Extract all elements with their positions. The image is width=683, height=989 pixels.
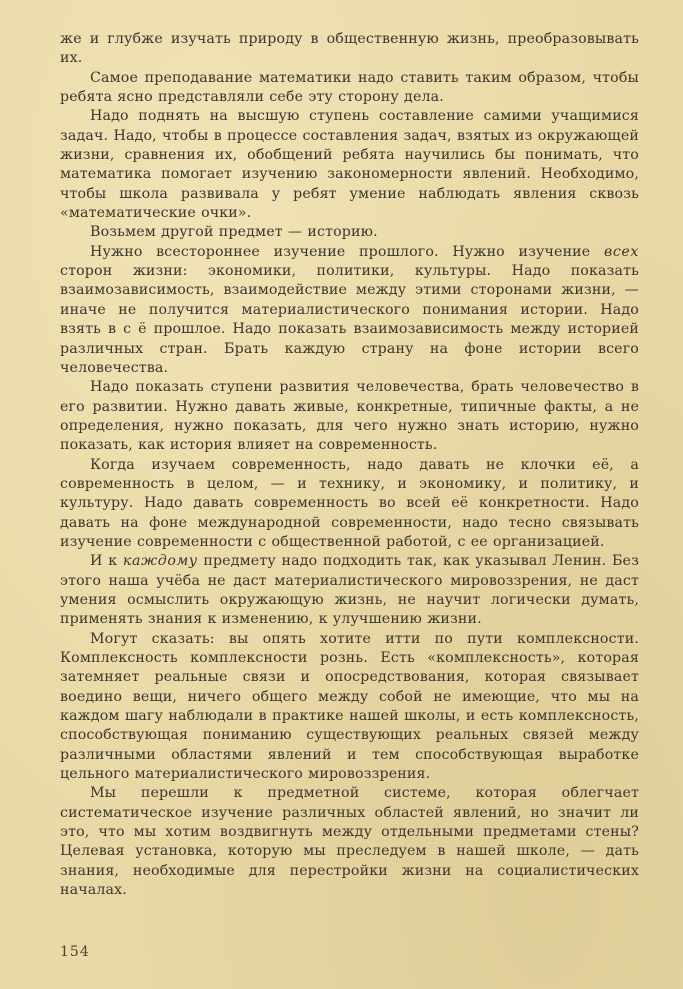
paragraph-8 <box>60 552 639 629</box>
paragraph-8-end: предмету надо подходить так, как указывал Ленин. Без этого наша учёба не даст материалистического мировоззрения, не даст умения осмыслить окружающую жизнь, не научит логически думать, применять знания к изменению, к улучшению жизни. <box>60 553 639 628</box>
paragraph-1: же и глубже изучать природу в общественную жизнь, преобразовывать их. <box>60 31 639 67</box>
paragraph-10: Мы перешли к предметной системе, которая облегчает систематическое изучение различных областей явлений, но значит ли это, что мы хотим воздвигнуть между отдельными предметами стены? Целевая установка, которую мы преследуем в нашей школе, — дать знания, необходимые для перестройки жизни на социалистических началах. <box>60 785 639 899</box>
paragraph-3: Надо поднять на высшую ступень составление самими учащимися задач. Надо, чтобы в процессе составления задач, взятых из окружающей жизни, сравнения их, обобщений ребята научились бы понимать, что математика помогает изучению закономерности явлений. Необходимо, чтобы школа развивала у ребят умение наблюдать явления сквозь «математические очки». <box>60 108 639 222</box>
paragraph-5-emphasis: всех <box>603 243 639 260</box>
paragraph-8-emphasis: каждому <box>122 553 198 570</box>
paragraph-2: Самое преподавание математики надо ставить таким образом, чтобы ребята ясно представляли себе эту сторону дела. <box>60 69 639 106</box>
text-block <box>60 30 639 900</box>
paragraph-5-start: Нужно всестороннее изучение прошлого. Нужно изучение <box>90 243 604 260</box>
paragraph-4: Возьмем другой предмет — историю. <box>90 224 378 241</box>
paragraph-7: Когда изучаем современность, надо давать не клочки её, а современность в целом, — и технику, и экономику, и политику, и культуру. Надо давать современность во всей её конкретности. Надо давать на фоне международной современности, надо тесно связывать изучение современности с общественной работой, с ее организацией. <box>60 456 639 550</box>
paragraph-5-end: сторон жизни: экономики, политики, культуры. Надо показать взаимозависимость, взаимодействие между этими сторонами жизни, — иначе не получится материалистического понимания истории. Надо взять в с ё прошлое. Надо показать взаимозависимость между историей различных стран. Брать каждую страну на фоне истории всего человечества. <box>60 263 639 376</box>
paragraph-8-start: И к <box>90 553 123 570</box>
page-number: 154 <box>60 944 90 960</box>
paragraph-9: Могут сказать: вы опять хотите итти по пути комплексности. Комплексность комплексности рознь. Есть «комплексность», которая затемняет реальные связи и опосредствования, которая связывает воедино вещи, ничего общего между собой не имеющие, что мы на каждом шагу наблюдали в практике нашей школы, и есть комплексность, способствующая пониманию существующих реальных связей между различными областями явлений и тем способствующая выработке цельного материалистического мировоззрения. <box>60 630 639 783</box>
paragraph-6: Надо показать ступени развития человечества, брать человечество в его развитии. Нужно давать живые, конкретные, типичные факты, а не определения, нужно показать, для чего нужно знать историю, нужно показать, как история влияет на современность. <box>60 379 639 454</box>
paragraph-5 <box>60 243 639 378</box>
